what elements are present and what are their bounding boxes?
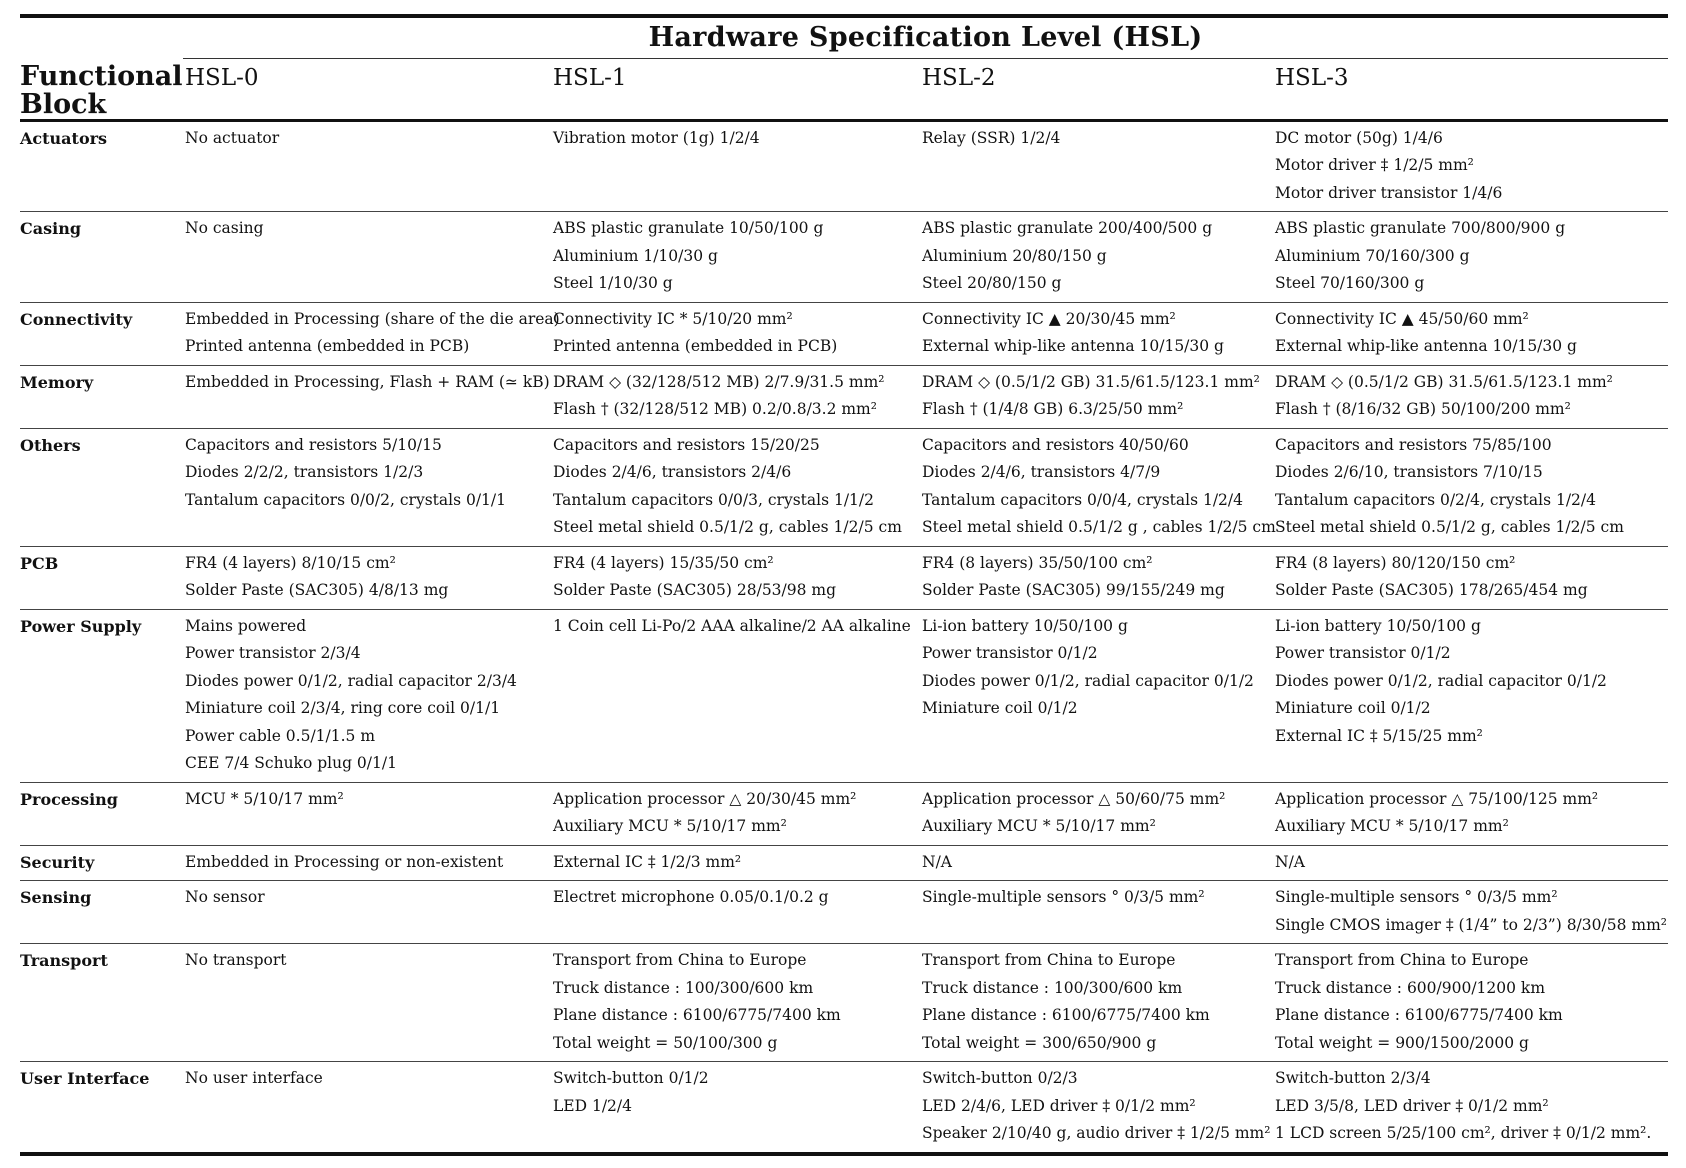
spec-line: Tantalum capacitors 0/0/4, crystals 1/2/4 [922,490,1243,509]
spec-line: Single CMOS imager ‡ (1/4” to 2/3”) 8/30/58 mm² [1275,915,1667,934]
spec-line: CEE 7/4 Schuko plug 0/1/1 [185,754,397,772]
spec-cell-hsl-1 [551,546,920,609]
column-header-hsl-0: HSL-0 [185,65,259,91]
table-row [20,120,1668,212]
spec-line: Embedded in Processing, Flash + RAM (≃ kB) [185,372,550,391]
spec-line: Flash † (32/128/512 MB) 0.2/0.8/3.2 mm² [553,400,877,418]
table-title: Hardware Specification Level (HSL) [648,22,1203,53]
spec-line: Application processor △ 20/30/45 mm² [553,789,857,808]
spec-line: Electret microphone 0.05/0.1/0.2 g [553,888,829,906]
spec-line: Truck distance : 100/300/600 km [922,978,1183,997]
spec-line: Tantalum capacitors 0/2/4, crystals 1/2/4 [1275,490,1596,509]
spec-line: Plane distance : 6100/6775/7400 km [553,1006,841,1024]
spec-line: Aluminium 20/80/150 g [922,246,1107,265]
spec-line: LED 2/4/6, LED driver ‡ 0/1/2 mm² [922,1096,1196,1115]
spec-cell-hsl-3 [1273,609,1668,782]
spec-cell-hsl-1 [551,609,920,782]
spec-line: Power transistor 0/1/2 [922,644,1098,662]
spec-line: Diodes 2/4/6, transistors 2/4/6 [553,463,792,481]
spec-line: Power transistor 0/1/2 [1275,644,1451,662]
spec-cell-hsl-0 [183,546,551,609]
spec-cell-hsl-0 [183,120,551,212]
spec-cell-hsl-2 [920,212,1273,303]
spec-line: Transport from China to Europe [1275,951,1529,969]
spec-cell-hsl-2 [920,546,1273,609]
spec-line: Miniature coil 0/1/2 [1275,699,1431,717]
spec-line: Aluminium 70/160/300 g [1275,246,1470,265]
spec-line: Total weight = 50/100/300 g [553,1033,778,1052]
bottom-rule [20,1152,1668,1156]
spec-line: MCU * 5/10/17 mm² [185,789,344,808]
functional-block-label: Processing [20,789,118,809]
functional-block-label: Actuators [20,128,108,148]
spec-line: Switch-button 0/1/2 [553,1069,709,1087]
spec-line: Power cable 0.5/1/1.5 m [185,726,376,745]
spec-line: No casing [185,219,264,237]
spec-line: Capacitors and resistors 15/20/25 [553,435,820,454]
spec-line: Transport from China to Europe [922,951,1176,969]
spec-cell-hsl-1 [551,302,920,365]
table-row [20,881,1668,944]
spec-line: ABS plastic granulate 10/50/100 g [553,219,824,237]
spec-cell-hsl-1 [551,881,920,944]
spec-line: Switch-button 2/3/4 [1275,1069,1431,1087]
spec-cell-hsl-3 [1273,782,1668,845]
spec-line: Capacitors and resistors 40/50/60 [922,435,1189,454]
spec-line: Embedded in Processing (share of the die area) [185,309,560,328]
spec-line: DRAM ◇ (0.5/1/2 GB) 31.5/61.5/123.1 mm² [1275,372,1613,391]
spec-cell-hsl-1 [551,365,920,428]
column-header-hsl-3: HSL-3 [1275,65,1349,91]
spec-line: Truck distance : 100/300/600 km [553,978,814,997]
functional-block-label: Casing [20,219,82,238]
spec-line: External IC ‡ 1/2/3 mm² [553,852,742,871]
table-row [20,1062,1668,1152]
spec-line: DRAM ◇ (32/128/512 MB) 2/7.9/31.5 mm² [553,372,885,391]
spec-line: Solder Paste (SAC305) 4/8/13 mg [185,581,449,599]
functional-block-label: Transport [20,951,108,970]
spec-cell-hsl-3 [1273,944,1668,1062]
spec-cell-hsl-2 [920,120,1273,212]
spec-line: Motor driver transistor 1/4/6 [1275,183,1503,202]
spec-cell-hsl-1 [551,120,920,212]
spec-cell-hsl-1 [551,782,920,845]
spec-line: DC motor (50g) 1/4/6 [1275,128,1443,147]
spec-line: Relay (SSR) 1/2/4 [922,128,1061,147]
table-row [20,944,1668,1062]
spec-line: External whip-like antenna 10/15/30 g [1275,337,1577,355]
spec-cell-hsl-1 [551,428,920,546]
spec-line: Tantalum capacitors 0/0/2, crystals 0/1/1 [185,490,506,509]
spec-cell-hsl-2 [920,302,1273,365]
spec-line: Application processor △ 75/100/125 mm² [1275,789,1599,808]
spec-cell-hsl-2 [920,944,1273,1062]
spec-table-figure [20,14,1668,1156]
spec-line: FR4 (8 layers) 35/50/100 cm² [922,553,1153,572]
spec-cell-hsl-3 [1273,546,1668,609]
spec-line: Diodes power 0/1/2, radial capacitor 2/3/4 [185,671,517,690]
spec-cell-hsl-0 [183,428,551,546]
spec-line: 1 Coin cell Li-Po/2 AAA alkaline/2 AA alkaline [553,616,911,635]
spec-cell-hsl-0 [183,212,551,303]
spec-line: Auxiliary MCU * 5/10/17 mm² [922,817,1156,835]
spec-line: No actuator [185,128,280,147]
spec-line: Steel 1/10/30 g [553,274,673,292]
spec-line: FR4 (8 layers) 80/120/150 cm² [1275,553,1516,572]
functional-block-label: Security [20,852,95,872]
functional-block-label: Sensing [20,888,92,907]
spec-line: Diodes power 0/1/2, radial capacitor 0/1/2 [922,671,1254,690]
spec-line: Connectivity IC ▲ 20/30/45 mm² [922,309,1176,328]
spec-cell-hsl-3 [1273,120,1668,212]
spec-line: Single-multiple sensors ° 0/3/5 mm² [922,888,1205,906]
spec-line: Connectivity IC ▲ 45/50/60 mm² [1275,309,1529,328]
spec-cell-hsl-0 [183,782,551,845]
functional-block-label: Connectivity [20,309,133,329]
spec-line: Steel 70/160/300 g [1275,274,1425,292]
spec-cell-hsl-2 [920,365,1273,428]
spec-cell-hsl-3 [1273,845,1668,881]
table-body [20,120,1668,1152]
spec-line: Steel 20/80/150 g [922,274,1062,292]
spec-line: Plane distance : 6100/6775/7400 km [1275,1006,1563,1024]
spec-line: Diodes 2/2/2, transistors 1/2/3 [185,463,424,481]
functional-block-label: Memory [20,372,94,392]
spec-line: Auxiliary MCU * 5/10/17 mm² [1275,817,1509,835]
table-row [20,212,1668,303]
spec-line: Switch-button 0/2/3 [922,1069,1078,1087]
functional-block-label: Power Supply [20,616,142,636]
spec-line: Printed antenna (embedded in PCB) [553,337,838,355]
spec-line: Solder Paste (SAC305) 99/155/249 mg [922,581,1225,599]
spec-cell-hsl-0 [183,302,560,365]
spec-cell-hsl-0 [183,845,551,881]
spec-line: Capacitors and resistors 5/10/15 [185,435,442,454]
spec-line: DRAM ◇ (0.5/1/2 GB) 31.5/61.5/123.1 mm² [922,372,1260,391]
column-header-hsl-2: HSL-2 [922,65,996,91]
spec-cell-hsl-3 [1273,1062,1668,1152]
spec-cell-hsl-2 [920,845,1273,881]
spec-cell-hsl-3 [1273,365,1668,428]
spec-cell-hsl-3 [1273,302,1668,365]
spec-line: Steel metal shield 0.5/1/2 g, cables 1/2/5 cm [553,518,902,536]
functional-block-label: PCB [20,553,59,573]
spec-line: LED 1/2/4 [553,1096,632,1115]
spec-cell-hsl-2 [920,428,1276,546]
spec-line: No transport [185,951,287,969]
spec-line: Embedded in Processing or non-existent [185,852,504,871]
spec-cell-hsl-1 [551,944,920,1062]
column-header-row [20,59,1668,121]
functional-block-label: User Interface [20,1069,150,1088]
table-row [20,546,1668,609]
spec-line: N/A [1275,852,1305,871]
spec-cell-hsl-0 [183,944,551,1062]
spec-cell-hsl-0 [183,609,551,782]
spec-line: Aluminium 1/10/30 g [553,246,718,265]
spec-line: Flash † (1/4/8 GB) 6.3/25/50 mm² [922,400,1184,418]
spec-cell-hsl-3 [1273,428,1668,546]
spec-cell-hsl-1 [551,1062,920,1152]
spec-line: Auxiliary MCU * 5/10/17 mm² [553,817,787,835]
spec-line: External IC ‡ 5/15/25 mm² [1275,726,1483,745]
spec-line: Li-ion battery 10/50/100 g [922,616,1128,635]
spec-line: Diodes power 0/1/2, radial capacitor 0/1/2 [1275,671,1607,690]
spec-line: Steel metal shield 0.5/1/2 g , cables 1/2/5 cm [922,518,1276,536]
spec-line: Miniature coil 0/1/2 [922,699,1078,717]
functional-block-label: Others [20,435,81,455]
table-row [20,845,1668,881]
spec-cell-hsl-0 [183,881,551,944]
spec-cell-hsl-0 [183,365,551,428]
spec-line: N/A [922,852,952,871]
spec-line: FR4 (4 layers) 15/35/50 cm² [553,553,774,572]
spec-line: Miniature coil 2/3/4, ring core coil 0/1/1 [185,699,501,717]
table-row [20,365,1668,428]
spec-line: Solder Paste (SAC305) 178/265/454 mg [1275,581,1588,599]
spec-line: Motor driver ‡ 1/2/5 mm² [1275,156,1474,174]
spec-cell-hsl-1 [551,212,920,303]
spec-line: Power transistor 2/3/4 [185,644,361,662]
spec-line: No user interface [185,1069,323,1087]
spec-line: FR4 (4 layers) 8/10/15 cm² [185,553,396,572]
spec-line: Speaker 2/10/40 g, audio driver ‡ 1/2/5 mm² [922,1124,1271,1142]
spec-line: ABS plastic granulate 700/800/900 g [1275,219,1566,237]
hsl-spec-table [20,18,1668,1152]
spec-line: Total weight = 300/650/900 g [922,1033,1157,1052]
spec-cell-hsl-3 [1273,212,1668,303]
spec-line: Total weight = 900/1500/2000 g [1275,1033,1529,1052]
spec-line: Flash † (8/16/32 GB) 50/100/200 mm² [1275,400,1571,418]
spec-line: LED 3/5/8, LED driver ‡ 0/1/2 mm² [1275,1096,1549,1115]
spec-line: Transport from China to Europe [553,951,807,969]
table-row [20,302,1668,365]
table-row [20,782,1668,845]
spec-line: 1 LCD screen 5/25/100 cm², driver ‡ 0/1/2 mm². [1275,1124,1652,1142]
spec-cell-hsl-1 [551,845,920,881]
spec-line: Vibration motor (1g) 1/2/4 [553,128,760,147]
title-row [20,18,1668,59]
spec-cell-hsl-2 [920,1062,1273,1152]
spec-line: External whip-like antenna 10/15/30 g [922,337,1224,355]
spec-line: Diodes 2/4/6, transistors 4/7/9 [922,463,1161,481]
spec-line: Li-ion battery 10/50/100 g [1275,616,1481,635]
spec-line: Steel metal shield 0.5/1/2 g, cables 1/2/5 cm [1275,518,1624,536]
spec-line: Plane distance : 6100/6775/7400 km [922,1006,1210,1024]
spec-line: Diodes 2/6/10, transistors 7/10/15 [1275,463,1543,481]
spec-cell-hsl-2 [920,782,1273,845]
spec-cell-hsl-2 [920,881,1273,944]
spec-line: Tantalum capacitors 0/0/3, crystals 1/1/2 [553,490,874,509]
table-row [20,428,1668,546]
column-header-hsl-1: HSL-1 [553,65,627,91]
spec-line: No sensor [185,888,265,906]
spec-line: ABS plastic granulate 200/400/500 g [922,219,1213,237]
spec-cell-hsl-2 [920,609,1273,782]
spec-line: Connectivity IC * 5/10/20 mm² [553,309,793,328]
row-label-header: Functional Block [20,60,183,120]
spec-cell-hsl-3 [1273,881,1668,944]
spec-line: Single-multiple sensors ° 0/3/5 mm² [1275,888,1558,906]
table-row [20,609,1668,782]
spec-line: Truck distance : 600/900/1200 km [1275,978,1546,997]
spec-line: Printed antenna (embedded in PCB) [185,337,470,355]
spec-line: Application processor △ 50/60/75 mm² [922,789,1226,808]
spec-line: Mains powered [185,616,307,635]
spec-cell-hsl-0 [183,1062,551,1152]
spec-line: Capacitors and resistors 75/85/100 [1275,435,1552,454]
spec-line: Solder Paste (SAC305) 28/53/98 mg [553,581,837,599]
